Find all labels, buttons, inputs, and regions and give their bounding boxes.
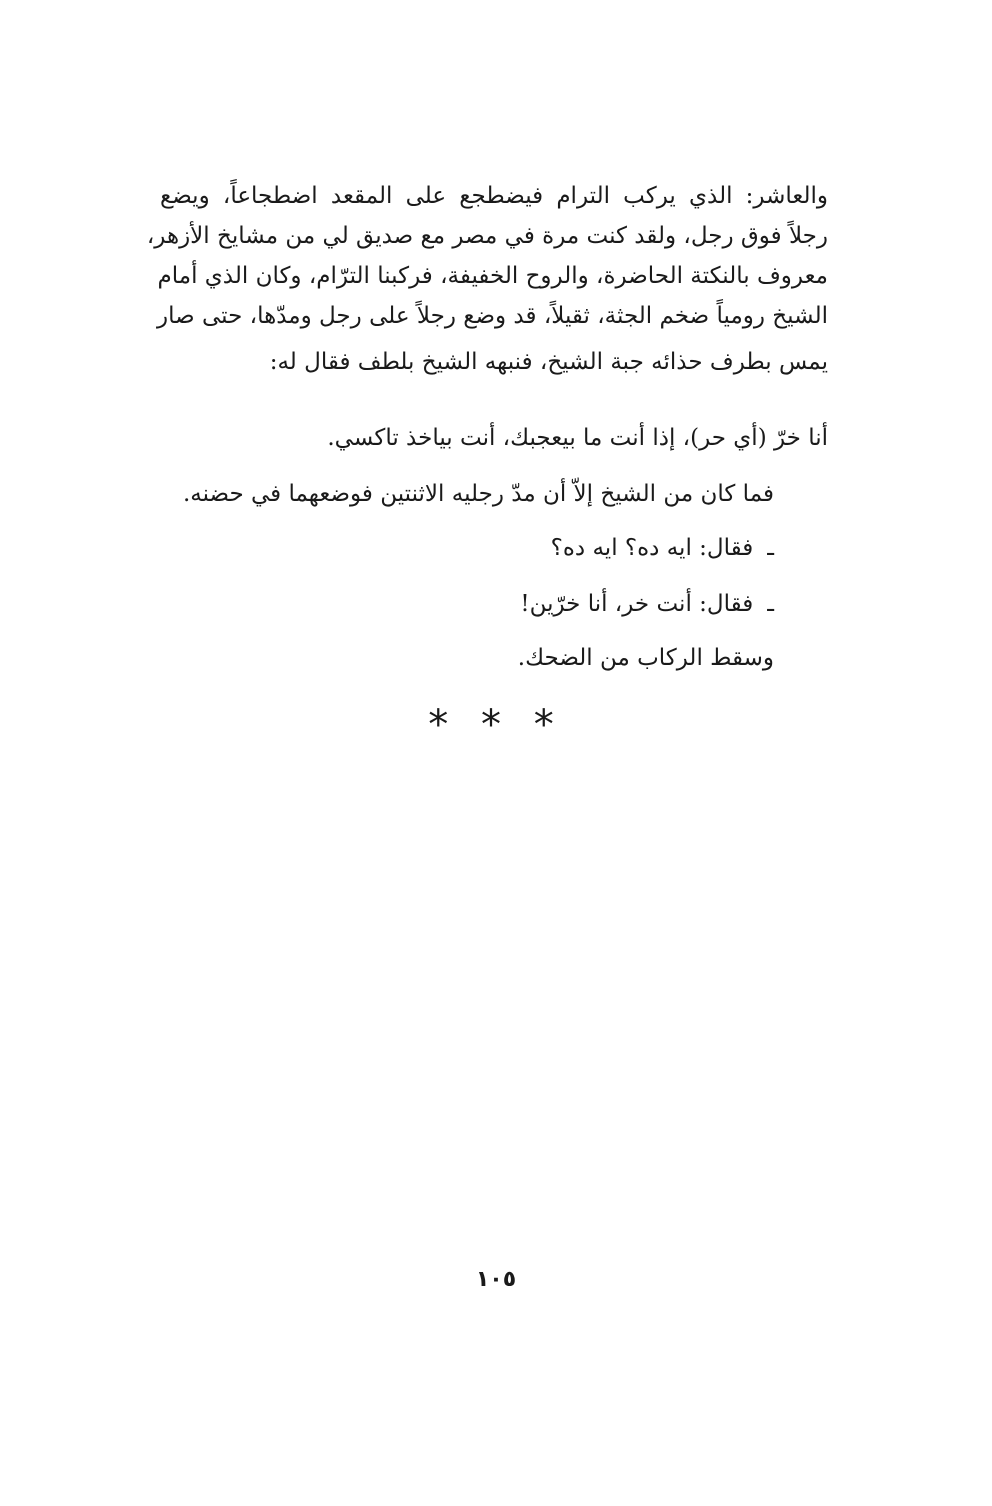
paragraph-line-4: الشيخ رومياً ضخم الجثة، ثقيلاً، قد وضع رجلاً على رجل ومدّها، حتى صار <box>157 303 828 329</box>
closing-line: وسقط الركاب من الضحك. <box>517 645 774 671</box>
dialogue-text: فقال: ايه ده؟ ايه ده؟ <box>550 535 754 561</box>
paragraph-line-1: والعاشر: الذي يركب الترام فيضطجع على المقعد اضطجاعاً، ويضع <box>160 183 828 209</box>
dialogue-dash: ـ <box>767 535 774 561</box>
paragraph-line-2: رجلاً فوق رجل، ولقد كنت مرة في مصر مع صديق لي من مشايخ الأزهر، <box>146 223 828 249</box>
paragraph-2-line: فما كان من الشيخ إلاّ أن مدّ رجليه الاثنتين فوضعهما في حضنه. <box>182 481 774 507</box>
dialogue-line-2 <box>520 584 774 624</box>
section-separator: * * * <box>428 702 564 748</box>
page-number: ١٠٥ <box>475 1267 517 1292</box>
dialogue-line-1 <box>551 528 774 568</box>
paragraph-line-5: يمس بطرف حذائه جبة الشيخ، فنبهه الشيخ بلطف فقال له: <box>269 349 828 375</box>
paragraph-line-3: معروف بالنكتة الحاضرة، والروح الخفيفة، فركبنا الترّام، وكان الذي أمام <box>157 263 828 289</box>
dialogue-dash: ـ <box>767 591 774 617</box>
quote-line: أنا خرّ (أي حر)، إذا أنت ما بيعجبك، أنت بياخذ تاكسي. <box>327 425 828 451</box>
dialogue-text: فقال: أنت خر، أنا خرّين! <box>520 591 754 617</box>
